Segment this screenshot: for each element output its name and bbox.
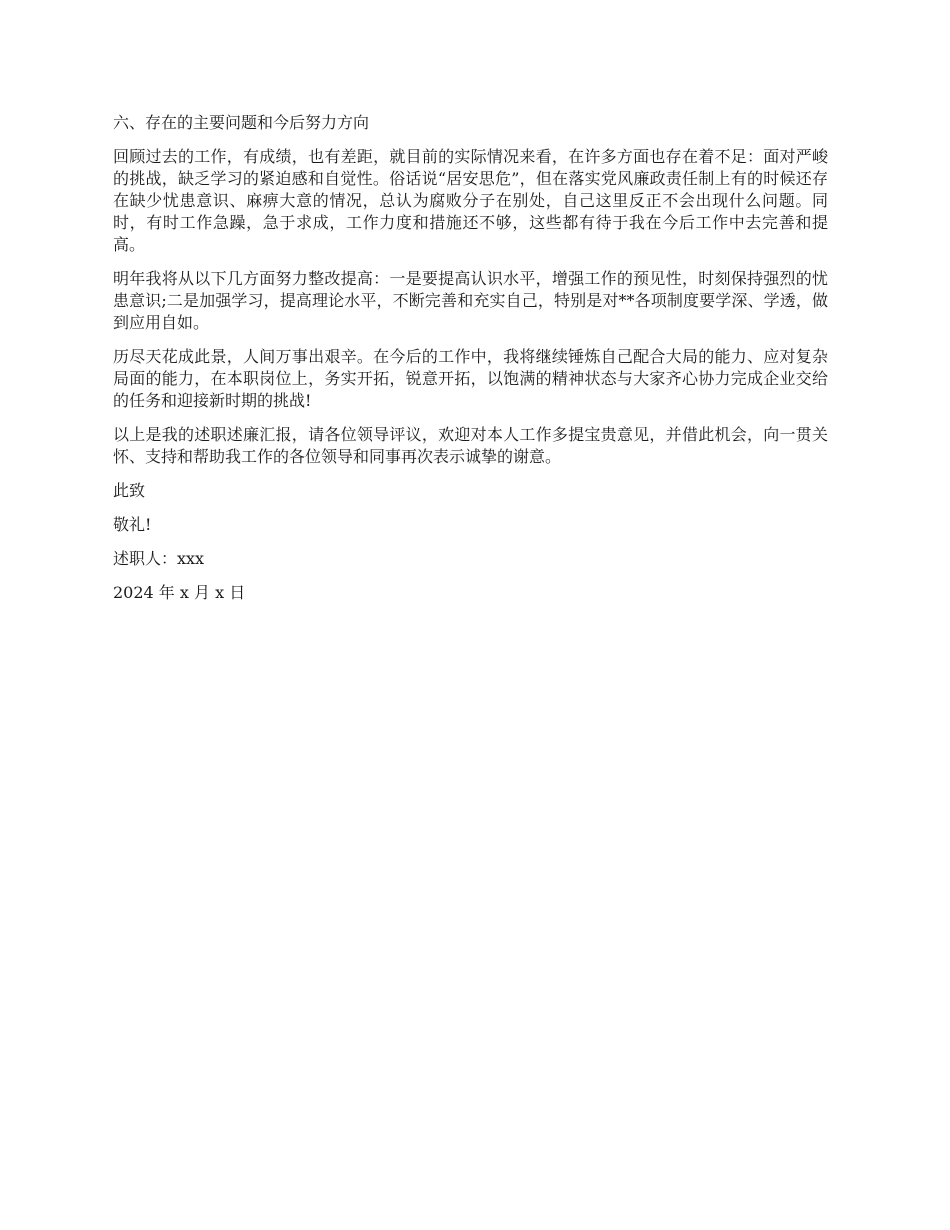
paragraph-problems: 回顾过去的工作，有成绩，也有差距，就目前的实际情况来看，在许多方面也存在着不足：面对严峻的挑战，缺乏学习的紧迫感和自觉性。俗话说“居安思危”，但在落实党风廉政责任制上有的时候还存在缺少忧患意识、麻痹大意的情况，总认为腐败分子在别处，自己这里反正不会出现什么问题。同时，有时工作急躁，急于求成，工作力度和措施还不够，这些都有待于我在今后工作中去完善和提高。 xyxy=(113,147,828,254)
section-heading: 六、存在的主要问题和今后努力方向 xyxy=(113,113,370,132)
date-line: 2024 年 x 月 x 日 xyxy=(113,583,246,602)
closing-line: 此致 xyxy=(113,481,146,500)
paragraph-improvement-plan: 明年我将从以下几方面努力整改提高：一是要提高认识水平，增强工作的预见性，时刻保持强烈的忧患意识;二是加强学习，提高理论水平，不断完善和充实自己，特别是对**各项制度要学深、学透，做到应用自如。 xyxy=(113,269,828,332)
document-page xyxy=(113,112,828,616)
paragraph-conclusion: 以上是我的述职述廉汇报，请各位领导评议，欢迎对本人工作多提宝贵意见，并借此机会，向一贯关怀、支持和帮助我工作的各位领导和同事再次表示诚挚的谢意。 xyxy=(113,425,828,466)
paragraph-outlook: 历尽天花成此景，人间万事出艰辛。在今后的工作中，我将继续锤炼自己配合大局的能力、应对复杂局面的能力，在本职岗位上，务实开拓，锐意开拓，以饱满的精神状态与大家齐心协力完成企业交给的任务和迎接新时期的挑战! xyxy=(113,347,828,410)
salute-line: 敬礼! xyxy=(113,515,152,534)
signature-line: 述职人：xxx xyxy=(113,549,205,568)
